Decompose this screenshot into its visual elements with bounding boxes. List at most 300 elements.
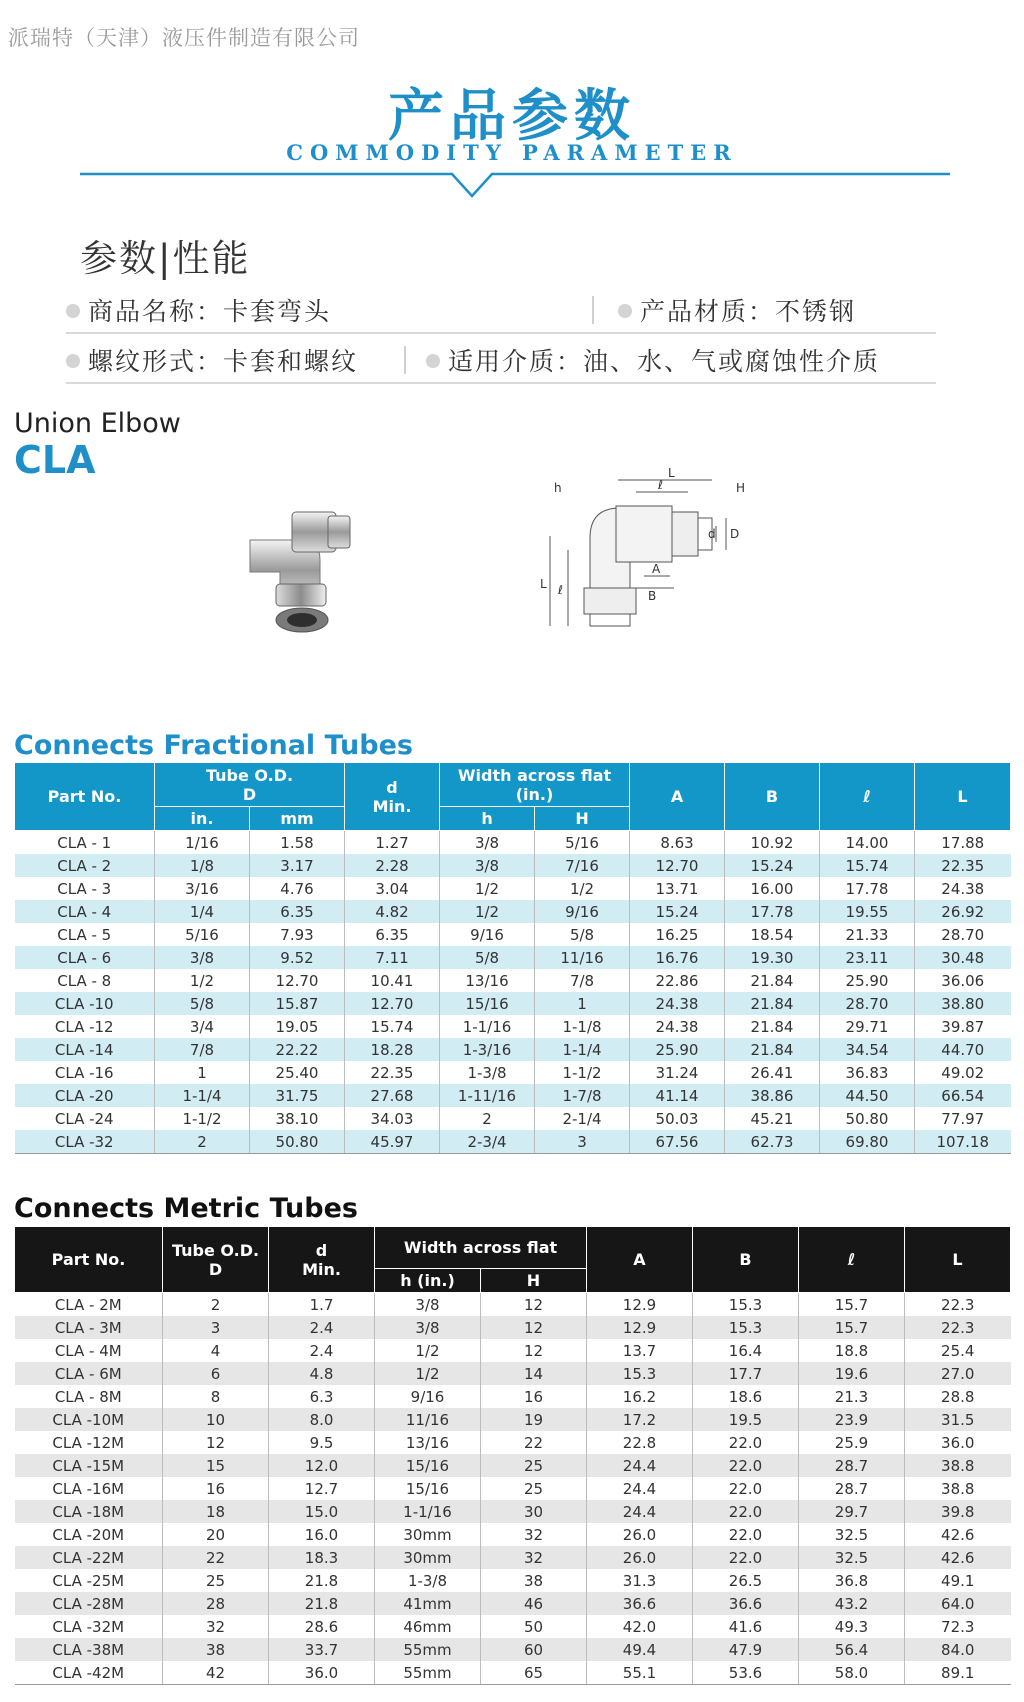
table-cell: 15.3 — [693, 1316, 799, 1339]
table-cell: 15/16 — [375, 1454, 481, 1477]
table-cell: 45.21 — [725, 1107, 820, 1130]
table-cell: 15.24 — [630, 900, 725, 923]
table-cell: 38 — [163, 1638, 269, 1661]
param-separator — [592, 296, 594, 324]
table-cell: 15 — [163, 1454, 269, 1477]
table-cell: 26.92 — [915, 900, 1011, 923]
table-cell: 1-1/16 — [440, 1015, 535, 1038]
table-cell: 72.3 — [941, 1617, 975, 1636]
table-cell: 3/8 — [440, 831, 535, 855]
table-cell: 32 — [163, 1615, 269, 1638]
part-no-cell: CLA - 5 — [15, 923, 155, 946]
table-row — [15, 831, 1011, 855]
table-cell: 9.52 — [250, 946, 345, 969]
part-no-cell: CLA - 2 — [15, 854, 155, 877]
table-cell: 24.4 — [587, 1454, 693, 1477]
table-cell: 22.0 — [693, 1546, 799, 1569]
part-no-cell: CLA -18M — [15, 1500, 163, 1523]
table-cell: 36.06 — [941, 971, 985, 990]
table-cell: 25 — [481, 1477, 587, 1500]
table-cell: 15.24 — [725, 854, 820, 877]
page-subtitle: COMMODITY PARAMETER — [286, 140, 738, 165]
table-cell: 18.3 — [269, 1546, 375, 1569]
table-cell: 1/4 — [155, 900, 250, 923]
fractional-table-body — [15, 831, 1011, 1154]
col-B: B — [725, 763, 820, 831]
table-cell: 15.74 — [820, 854, 915, 877]
table-cell: 21.8 — [269, 1592, 375, 1615]
table-cell: 2.28 — [345, 854, 440, 877]
table-cell: 38.8 — [941, 1479, 975, 1498]
table-cell: 2 — [440, 1107, 535, 1130]
table-cell: 23.11 — [820, 946, 915, 969]
table-row — [15, 1638, 1011, 1661]
table-cell: 14 — [481, 1362, 587, 1385]
col-l: ℓ — [820, 763, 915, 831]
table-cell: 27.68 — [345, 1084, 440, 1107]
table-cell: 21.84 — [725, 992, 820, 1015]
table-cell: 19.6 — [799, 1362, 905, 1385]
table-cell: 1/2 — [535, 877, 630, 900]
col-d-label: d — [386, 777, 398, 797]
part-no-cell: CLA -32 — [15, 1130, 155, 1154]
table-cell: 1-1/8 — [535, 1015, 630, 1038]
col-part-no: Part No. — [15, 1227, 163, 1293]
table-cell: 84.0 — [905, 1638, 1011, 1661]
col-tube-od-label: Tube O.D. — [205, 765, 294, 785]
table-cell: 1-3/16 — [440, 1038, 535, 1061]
table-cell: 3.17 — [250, 854, 345, 877]
table-cell: 31.75 — [250, 1084, 345, 1107]
col-tube-od-sub: D — [242, 784, 257, 804]
table-cell: 46mm — [375, 1615, 481, 1638]
param-heading: 参数|性能 — [80, 237, 251, 280]
col-d — [269, 1227, 375, 1293]
table-cell: 5/8 — [440, 946, 535, 969]
page-title: 产品参数 — [388, 84, 636, 149]
table-cell: 18.8 — [799, 1339, 905, 1362]
table-cell: 1.27 — [345, 831, 440, 855]
table-cell: 7/8 — [155, 1038, 250, 1061]
table-cell: 8.63 — [630, 831, 725, 855]
table-cell: 36.83 — [820, 1061, 915, 1084]
table-cell: 44.70 — [915, 1038, 1011, 1061]
table-cell: 49.4 — [587, 1638, 693, 1661]
drawing-label-D: D — [730, 527, 740, 541]
table-cell: 38.8 — [905, 1454, 1011, 1477]
table-cell: 22.0 — [693, 1523, 799, 1546]
table-row — [15, 1500, 1011, 1523]
table-cell: 3/8 — [375, 1316, 481, 1339]
drawing-label-A: A — [652, 562, 661, 576]
table-cell: 12.70 — [630, 854, 725, 877]
table-cell: 13.71 — [630, 877, 725, 900]
col-l: ℓ — [799, 1227, 905, 1293]
table-cell: 22.3 — [941, 1295, 975, 1314]
table-cell: 29.71 — [820, 1015, 915, 1038]
drawing-label-B: B — [648, 589, 657, 603]
table-cell: 41.6 — [693, 1615, 799, 1638]
bullet-icon — [426, 354, 440, 368]
table-cell: 22.0 — [693, 1454, 799, 1477]
table-cell: 1-1/16 — [375, 1500, 481, 1523]
table-cell: 22.0 — [693, 1500, 799, 1523]
table-cell: 42 — [163, 1661, 269, 1685]
product-code: CLA — [14, 438, 96, 482]
table-cell: 42.6 — [905, 1546, 1011, 1569]
table-cell: 15/16 — [375, 1477, 481, 1500]
table-cell: 6 — [163, 1362, 269, 1385]
table-cell: 66.54 — [915, 1084, 1011, 1107]
table-cell: 1-3/8 — [375, 1569, 481, 1592]
table-cell: 10 — [163, 1408, 269, 1431]
part-no-cell: CLA -12 — [15, 1015, 155, 1038]
part-no-cell: CLA -38M — [15, 1638, 163, 1661]
table-row — [15, 877, 1011, 900]
table-row — [15, 900, 1011, 923]
table-cell: 50.03 — [630, 1107, 725, 1130]
table-cell: 16.25 — [630, 923, 725, 946]
table-cell: 9.5 — [269, 1431, 375, 1454]
part-no-cell: CLA -28M — [15, 1592, 163, 1615]
table-cell: 46 — [481, 1592, 587, 1615]
col-tube-od-label: Tube O.D. — [171, 1240, 260, 1260]
table-cell: 13.7 — [587, 1339, 693, 1362]
table-cell: 22 — [481, 1431, 587, 1454]
param-name-text: 商品名称：卡套弯头 — [88, 297, 332, 326]
table-cell: 12.0 — [269, 1454, 375, 1477]
table-cell: 1/2 — [155, 969, 250, 992]
table-cell: 12.70 — [345, 992, 440, 1015]
table-cell: 38 — [481, 1569, 587, 1592]
param-medium-text: 适用介质：油、水、气或腐蚀性介质 — [448, 347, 881, 376]
table-cell: 3/4 — [155, 1015, 250, 1038]
table-cell: 25.40 — [250, 1061, 345, 1084]
table-cell: 107.18 — [915, 1130, 1011, 1154]
table-row — [15, 1038, 1011, 1061]
table-cell: 12 — [481, 1293, 587, 1317]
col-L: L — [915, 763, 1011, 831]
param-material-text: 产品材质：不锈钢 — [640, 297, 857, 326]
product-name: Union Elbow — [14, 408, 181, 439]
table-cell: 1.7 — [269, 1293, 375, 1317]
table-cell: 1-11/16 — [440, 1084, 535, 1107]
table-cell: 16.76 — [630, 946, 725, 969]
bullet-icon — [66, 354, 80, 368]
table-cell: 26.41 — [725, 1061, 820, 1084]
table-cell: 28 — [163, 1592, 269, 1615]
table-cell: 32.5 — [799, 1523, 905, 1546]
table-cell: 3 — [535, 1130, 630, 1154]
col-in: in. — [155, 807, 250, 831]
col-d-label: d — [315, 1240, 328, 1260]
table-row — [15, 1569, 1011, 1592]
table-cell: 1/2 — [375, 1362, 481, 1385]
col-B: B — [693, 1227, 799, 1293]
table-cell: 15.74 — [345, 1015, 440, 1038]
param-thread-text: 螺纹形式：卡套和螺纹 — [88, 347, 359, 376]
table-cell: 45.97 — [345, 1130, 440, 1154]
table-cell: 36.8 — [799, 1569, 905, 1592]
table-cell: 26.5 — [693, 1569, 799, 1592]
table-cell: 38.10 — [250, 1107, 345, 1130]
table-cell: 1-1/2 — [535, 1061, 630, 1084]
table-cell: 21.33 — [820, 923, 915, 946]
table-cell: 28.70 — [820, 992, 915, 1015]
table-cell: 21.84 — [725, 1015, 820, 1038]
table-cell: 12 — [163, 1431, 269, 1454]
table-cell: 3/16 — [155, 877, 250, 900]
drawing-label-L: L — [668, 468, 675, 480]
table-row — [15, 1015, 1011, 1038]
table-cell: 1-1/4 — [535, 1038, 630, 1061]
table-cell: 5/8 — [535, 923, 630, 946]
col-d-sub: Min. — [372, 796, 412, 816]
table-cell: 11/16 — [535, 946, 630, 969]
col-d-sub: Min. — [302, 1259, 341, 1279]
part-no-cell: CLA - 6 — [15, 946, 155, 969]
table-cell: 38.80 — [915, 992, 1011, 1015]
table-cell: 16 — [481, 1385, 587, 1408]
table-row — [15, 1523, 1011, 1546]
table-cell: 22.3 — [905, 1316, 1011, 1339]
table-cell: 22.0 — [693, 1477, 799, 1500]
table-cell: 12 — [481, 1316, 587, 1339]
table-cell: 4 — [163, 1339, 269, 1362]
table-cell: 7.11 — [345, 946, 440, 969]
table-cell: 1/8 — [155, 854, 250, 877]
table-cell: 21.3 — [799, 1385, 905, 1408]
table-row — [15, 1477, 1011, 1500]
dimension-drawing — [540, 468, 790, 658]
table-row — [15, 1592, 1011, 1615]
table-row — [15, 923, 1011, 946]
table-cell: 39.87 — [941, 1017, 985, 1036]
table-cell: 5/16 — [155, 923, 250, 946]
table-cell: 2-1/4 — [535, 1107, 630, 1130]
table-cell: 27.0 — [905, 1362, 1011, 1385]
table-cell: 3/8 — [155, 946, 250, 969]
table-cell: 28.8 — [941, 1387, 975, 1406]
drawing-label-l-vertical: ℓ — [558, 583, 563, 597]
part-no-cell: CLA -42M — [15, 1661, 163, 1685]
table-cell: 1-1/2 — [155, 1107, 250, 1130]
table-cell: 22 — [163, 1546, 269, 1569]
part-no-cell: CLA -10 — [15, 992, 155, 1015]
col-waf: Width across flat (in.) — [440, 763, 630, 807]
table-cell: 11/16 — [375, 1408, 481, 1431]
table-cell: 22.8 — [587, 1431, 693, 1454]
drawing-label-l: ℓ — [658, 478, 663, 492]
table-cell: 15.7 — [799, 1316, 905, 1339]
table-cell: 24.4 — [587, 1500, 693, 1523]
table-cell: 15/16 — [440, 992, 535, 1015]
table-cell: 6.35 — [250, 900, 345, 923]
table-cell: 25 — [481, 1454, 587, 1477]
table-cell: 16.4 — [693, 1339, 799, 1362]
table-cell: 42.6 — [941, 1525, 975, 1544]
part-no-cell: CLA - 2M — [15, 1293, 163, 1317]
param-medium — [426, 342, 880, 378]
table-cell: 49.3 — [799, 1615, 905, 1638]
table-cell: 33.7 — [269, 1638, 375, 1661]
table-cell: 21.8 — [269, 1569, 375, 1592]
table-cell: 43.2 — [799, 1592, 905, 1615]
table-cell: 25.90 — [820, 969, 915, 992]
table-cell: 17.7 — [693, 1362, 799, 1385]
table-cell: 30mm — [375, 1523, 481, 1546]
part-no-cell: CLA -20M — [15, 1523, 163, 1546]
table-row — [15, 1061, 1011, 1084]
col-A: A — [630, 763, 725, 831]
table-cell: 22.35 — [345, 1061, 440, 1084]
table-row — [15, 1316, 1011, 1339]
table-cell: 7/8 — [535, 969, 630, 992]
table-cell: 36.6 — [587, 1592, 693, 1615]
table-cell: 21.84 — [725, 969, 820, 992]
table-cell: 22.0 — [693, 1431, 799, 1454]
table-cell: 25 — [163, 1569, 269, 1592]
table-cell: 15.7 — [799, 1293, 905, 1317]
table-cell: 25.9 — [799, 1431, 905, 1454]
table-cell: 64.0 — [905, 1592, 1011, 1615]
col-H: H — [535, 807, 630, 831]
table-cell: 38.86 — [725, 1084, 820, 1107]
table-cell: 12 — [481, 1339, 587, 1362]
table-row — [15, 1130, 1011, 1154]
col-h: h — [440, 807, 535, 831]
table-cell: 12.9 — [587, 1316, 693, 1339]
table-cell: 9/16 — [375, 1385, 481, 1408]
table-cell: 49.1 — [941, 1571, 975, 1590]
table-cell: 50.80 — [820, 1107, 915, 1130]
table-cell: 18.54 — [725, 923, 820, 946]
table-cell: 32 — [481, 1546, 587, 1569]
table-cell: 29.7 — [799, 1500, 905, 1523]
table-cell: 16.2 — [587, 1385, 693, 1408]
table-row — [15, 1107, 1011, 1130]
table-cell: 15.87 — [250, 992, 345, 1015]
table-cell: 41mm — [375, 1592, 481, 1615]
part-no-cell: CLA -32M — [15, 1615, 163, 1638]
part-no-cell: CLA - 4M — [15, 1339, 163, 1362]
table-cell: 31.3 — [587, 1569, 693, 1592]
table-cell: 55mm — [375, 1638, 481, 1661]
table-cell: 19.05 — [250, 1015, 345, 1038]
table-cell: 18.6 — [693, 1385, 799, 1408]
part-no-cell: CLA - 3M — [15, 1316, 163, 1339]
part-no-cell: CLA -16M — [15, 1477, 163, 1500]
fractional-title: Connects Fractional Tubes — [14, 730, 413, 761]
table-cell: 24.38 — [630, 992, 725, 1015]
table-cell: 24.38 — [941, 879, 985, 898]
table-cell: 6.3 — [269, 1385, 375, 1408]
table-cell: 6.35 — [345, 923, 440, 946]
bullet-icon — [618, 304, 632, 318]
table-cell: 17.2 — [587, 1408, 693, 1431]
col-part-no: Part No. — [15, 763, 155, 831]
table-cell: 15.0 — [269, 1500, 375, 1523]
table-cell: 17.78 — [820, 877, 915, 900]
table-row — [15, 1385, 1011, 1408]
table-cell: 36.0 — [269, 1661, 375, 1685]
part-no-cell: CLA - 8 — [15, 969, 155, 992]
table-cell: 69.80 — [820, 1130, 915, 1154]
table-cell: 19.5 — [693, 1408, 799, 1431]
drawing-label-H: H — [736, 481, 746, 495]
part-no-cell: CLA -22M — [15, 1546, 163, 1569]
table-cell: 36.0 — [941, 1433, 975, 1452]
product-photo — [230, 500, 360, 640]
col-tube-od — [155, 763, 345, 807]
table-cell: 32.5 — [799, 1546, 905, 1569]
table-cell: 7.93 — [250, 923, 345, 946]
table-cell: 28.6 — [269, 1615, 375, 1638]
table-cell: 62.73 — [725, 1130, 820, 1154]
table-cell: 3 — [163, 1316, 269, 1339]
table-row — [15, 1293, 1011, 1317]
col-d — [345, 763, 440, 831]
table-cell: 12.7 — [269, 1477, 375, 1500]
table-cell: 26.0 — [587, 1546, 693, 1569]
table-cell: 24.38 — [630, 1015, 725, 1038]
table-cell: 44.50 — [820, 1084, 915, 1107]
table-row — [15, 1408, 1011, 1431]
table-cell: 30mm — [375, 1546, 481, 1569]
table-cell: 10.41 — [345, 969, 440, 992]
col-H: H — [481, 1269, 587, 1293]
table-row — [15, 1084, 1011, 1107]
table-cell: 36.6 — [693, 1592, 799, 1615]
part-no-cell: CLA -20 — [15, 1084, 155, 1107]
part-no-cell: CLA -15M — [15, 1454, 163, 1477]
table-cell: 13/16 — [375, 1431, 481, 1454]
table-cell: 67.56 — [630, 1130, 725, 1154]
table-row — [15, 1431, 1011, 1454]
table-cell: 16.0 — [269, 1523, 375, 1546]
table-cell: 32 — [481, 1523, 587, 1546]
table-cell: 30 — [481, 1500, 587, 1523]
table-cell: 18.28 — [345, 1038, 440, 1061]
table-cell: 34.54 — [820, 1038, 915, 1061]
table-cell: 22.86 — [630, 969, 725, 992]
table-cell: 15.3 — [587, 1362, 693, 1385]
table-cell: 23.9 — [799, 1408, 905, 1431]
table-cell: 5/8 — [155, 992, 250, 1015]
table-cell: 24.4 — [587, 1477, 693, 1500]
table-cell: 20 — [163, 1523, 269, 1546]
part-no-cell: CLA - 8M — [15, 1385, 163, 1408]
table-cell: 22.22 — [250, 1038, 345, 1061]
table-cell: 22.35 — [915, 854, 1011, 877]
table-cell: 12.70 — [250, 969, 345, 992]
table-cell: 50.80 — [250, 1130, 345, 1154]
table-row — [15, 1546, 1011, 1569]
table-cell: 3/8 — [375, 1293, 481, 1317]
title-divider — [80, 170, 950, 204]
table-cell: 56.4 — [799, 1638, 905, 1661]
table-cell: 1 — [535, 992, 630, 1015]
table-cell: 17.78 — [725, 900, 820, 923]
param-separator — [404, 346, 406, 374]
table-cell: 19 — [481, 1408, 587, 1431]
table-row — [15, 1362, 1011, 1385]
col-h: h (in.) — [375, 1269, 481, 1293]
table-cell: 8.0 — [269, 1408, 375, 1431]
param-material — [618, 292, 856, 328]
col-A: A — [587, 1227, 693, 1293]
table-cell: 5/16 — [535, 831, 630, 855]
